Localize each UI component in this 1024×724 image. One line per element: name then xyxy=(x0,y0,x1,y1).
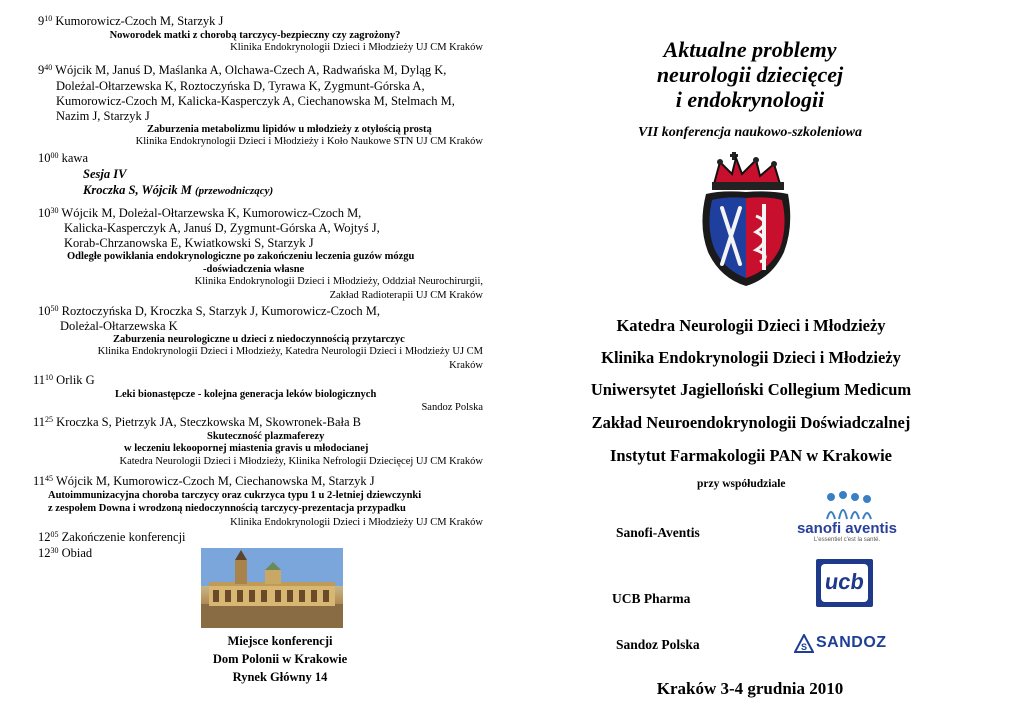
sanofi-logo-text: sanofi aventis xyxy=(796,520,898,537)
sandoz-mark-icon xyxy=(794,634,814,654)
institution-2: Klinika Endokrynologii Dzieci i Młodzieży xyxy=(601,348,901,367)
end-label: Zakończenie konferencji xyxy=(61,530,186,544)
talk-affiliation: Klinika Endokrynologii Dzieci i Młodzieży UJ CM Kraków xyxy=(230,42,483,53)
schedule-item-1000 xyxy=(38,151,88,166)
talk-title: Zaburzenia neurologiczne u dzieci z niedoczynnością przytarczyc xyxy=(113,334,405,345)
talk-affiliation: Kraków xyxy=(449,360,483,371)
authors: Wójcik M, Januś D, Maślanka A, Olchawa-Czech A, Radwańska M, Dyląg K, xyxy=(55,63,447,77)
schedule-item-1125 xyxy=(33,415,361,430)
crest-logo xyxy=(676,146,836,296)
time: $12^{05}$ xyxy=(38,530,59,544)
conference-title-line3: i endokrynologii xyxy=(675,87,825,112)
talk-affiliation: Katedra Neurologii Dzieci i Młodzieży, Klinika Nefrologii Dziecięcej UJ CM Kraków xyxy=(119,456,483,467)
talk-title: Zaburzenia metabolizmu lipidów u młodzieży z otyłością prostą xyxy=(147,124,432,135)
sanofi-aventis-logo xyxy=(783,491,911,553)
venue-photo xyxy=(201,548,343,628)
authors-line: Korab-Chrzanowska E, Kwiatkowski S, Starzyk J xyxy=(64,236,314,250)
institution-4: Zakład Neuroendokrynologii Doświadczalnej xyxy=(591,413,911,432)
authors-line: Nazim J, Starzyk J xyxy=(56,109,150,123)
talk-affiliation: Klinika Endokrynologii Dzieci i Młodzieży i Koło Naukowe STN UJ CM Kraków xyxy=(135,136,483,147)
time: $12^{30}$ xyxy=(38,546,59,560)
sponsor-label-ucb: UCB Pharma xyxy=(612,591,691,606)
schedule-item-0940 xyxy=(38,63,446,78)
authors: Kumorowicz-Czoch M, Starzyk J xyxy=(55,14,224,28)
time: $10^{50}$ xyxy=(38,304,59,318)
break-label: kawa xyxy=(61,151,88,165)
authors-line: Doleżal-Ołtarzewska K, Roztoczyńska D, Tyrawa K, Zygmunt-Górska A, xyxy=(56,79,425,93)
ucb-logo xyxy=(816,559,873,607)
authors: Roztoczyńska D, Kroczka S, Starzyk J, Kumorowicz-Czoch M, xyxy=(61,304,380,318)
sandoz-logo-text: SANDOZ xyxy=(816,634,887,651)
talk-affiliation: Zakład Radioterapii UJ CM Kraków xyxy=(329,290,483,301)
venue-address: Rynek Główny 14 xyxy=(232,670,328,684)
institution-5: Instytut Farmakologii PAN w Krakowie xyxy=(609,446,892,465)
time: $9^{10}$ xyxy=(38,14,53,28)
lunch-label: Obiad xyxy=(61,546,93,560)
time: $11^{10}$ xyxy=(33,373,54,387)
authors-line: Doleżal-Ołtarzewska K xyxy=(60,319,178,333)
schedule-item-1110 xyxy=(33,373,95,388)
venue-label: Miejsce konferencji xyxy=(227,634,333,648)
time: $9^{40}$ xyxy=(38,63,53,77)
talk-title: Skuteczność plazmaferezy xyxy=(207,431,325,442)
schedule-item-1205 xyxy=(38,530,186,545)
people-icon xyxy=(783,491,911,521)
authors: Orlik G xyxy=(56,373,95,387)
talk-title: w leczeniu lekoopornej miastenia gravis u młodocianej xyxy=(124,443,369,454)
talk-title: z zespołem Downa i wrodzoną niedoczynnością tarczycy-prezentacja przypadku xyxy=(48,503,406,514)
svg-text:S: S xyxy=(800,642,808,652)
talk-affiliation: Klinika Endokrynologii Dzieci i Młodzieży UJ CM Kraków xyxy=(230,517,483,528)
schedule-item-1230 xyxy=(38,546,92,561)
time: $11^{45}$ xyxy=(33,474,54,488)
event-date-location: Kraków 3-4 grudnia 2010 xyxy=(656,679,844,698)
time: $10^{00}$ xyxy=(38,151,59,165)
with-participation: przy współudziale xyxy=(697,478,786,490)
authors-line: Kalicka-Kasperczyk A, Januś D, Zygmunt-Górska A, Wojtyś J, xyxy=(64,221,380,235)
schedule-item-0910 xyxy=(38,14,223,29)
time: $11^{25}$ xyxy=(33,415,54,429)
sandoz-logo xyxy=(794,632,894,656)
conference-title-line2: neurologii dziecięcej xyxy=(656,62,844,87)
talk-affiliation: Sandoz Polska xyxy=(421,402,483,413)
talk-affiliation: Klinika Endokrynologii Dzieci i Młodzieży, Katedra Neurologii Dzieci i Młodzieży UJ CM xyxy=(97,346,483,357)
sanofi-logo-tagline: L'essentiel c'est la santé. xyxy=(813,537,881,543)
authors: Wójcik M, Kumorowicz-Czoch M, Ciechanowska M, Starzyk J xyxy=(55,474,375,488)
ucb-logo-text: ucb xyxy=(823,569,866,594)
talk-title: Autoimmunizacyjna choroba tarczycy oraz cukrzyca typu 1 u 2-letniej dziewczynki xyxy=(48,490,422,501)
schedule-item-1030 xyxy=(38,206,361,221)
sponsor-label-sanofi: Sanofi-Aventis xyxy=(616,525,700,540)
talk-title: Noworodek matki z chorobą tarczycy-bezpieczny czy zagrożony? xyxy=(109,30,401,41)
sponsor-label-sandoz: Sandoz Polska xyxy=(616,637,700,652)
talk-affiliation: Klinika Endokrynologii Dzieci i Młodzieży, Oddział Neurochirurgii, xyxy=(194,276,483,287)
authors: Kroczka S, Pietrzyk JA, Steczkowska M, Skowronek-Bała B xyxy=(56,415,361,429)
time: $10^{30}$ xyxy=(38,206,59,220)
authors: Wójcik M, Doleżal-Ołtarzewska K, Kumorowicz-Czoch M, xyxy=(61,206,362,220)
conference-title-line1: Aktualne problemy xyxy=(663,37,837,62)
institution-3: Uniwersytet Jagielloński Collegium Medicum xyxy=(590,380,912,399)
institution-1: Katedra Neurologii Dzieci i Młodzieży xyxy=(616,316,886,335)
session-chairs: Kroczka S, Wójcik M (przewodniczący) xyxy=(83,183,274,197)
authors-line: Kumorowicz-Czoch M, Kalicka-Kasperczyk A, Ciechanowska M, Stelmach M, xyxy=(56,94,455,108)
talk-title: Odległe powikłania endokrynologiczne po zakończeniu leczenia guzów mózgu xyxy=(67,251,415,262)
venue-name: Dom Polonii w Krakowie xyxy=(212,652,348,666)
talk-title: Leki bionastępcze - kolejna generacja leków biologicznych xyxy=(115,389,377,400)
crown-icon xyxy=(712,152,784,190)
session-name: Sesja IV xyxy=(83,167,127,181)
schedule-item-1145 xyxy=(33,474,375,489)
conference-subtitle: VII konferencja naukowo-szkoleniowa xyxy=(637,125,863,140)
schedule-item-1050 xyxy=(38,304,380,319)
talk-title: -doświadczenia własne xyxy=(203,264,305,275)
